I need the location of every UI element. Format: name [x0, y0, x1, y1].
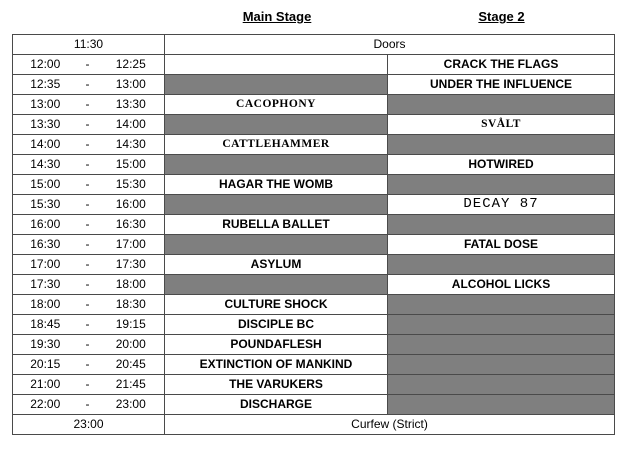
- stage-2-slot: [388, 135, 615, 155]
- main-stage-slot: DISCIPLE BC: [165, 315, 388, 335]
- end-time: 20:00: [98, 335, 165, 355]
- start-time: 18:45: [13, 315, 78, 335]
- time-dash: -: [78, 135, 98, 155]
- start-time: 12:35: [13, 75, 78, 95]
- time-dash: -: [78, 255, 98, 275]
- main-stage-slot: EXTINCTION OF MANKIND: [165, 355, 388, 375]
- start-time: 22:00: [13, 395, 78, 415]
- main-stage-slot: CULTURE SHOCK: [165, 295, 388, 315]
- main-stage-slot: [165, 235, 388, 255]
- schedule-row: [13, 295, 615, 315]
- schedule-row: [13, 135, 615, 155]
- schedule-table: [12, 34, 615, 435]
- stage-2-slot: [388, 255, 615, 275]
- schedule-row: [13, 315, 615, 335]
- schedule-row: [13, 255, 615, 275]
- end-time: 18:00: [98, 275, 165, 295]
- schedule-row: [13, 335, 615, 355]
- start-time: 14:00: [13, 135, 78, 155]
- stage-2-slot: SVÅLT: [388, 115, 615, 135]
- doors-time: 11:30: [13, 35, 165, 55]
- schedule-row: [13, 395, 615, 415]
- schedule-row: [13, 215, 615, 235]
- start-time: 20:15: [13, 355, 78, 375]
- stage-2-slot: [388, 295, 615, 315]
- curfew-time: 23:00: [13, 415, 165, 435]
- stage-2-slot: [388, 355, 615, 375]
- main-stage-slot: HAGAR THE WOMB: [165, 175, 388, 195]
- schedule-row: [13, 155, 615, 175]
- end-time: 23:00: [98, 395, 165, 415]
- time-dash: -: [78, 75, 98, 95]
- stage-2-slot: [388, 215, 615, 235]
- main-stage-slot: DISCHARGE: [165, 395, 388, 415]
- stage-2-slot: UNDER THE INFLUENCE: [388, 75, 615, 95]
- schedule-row: [13, 95, 615, 115]
- schedule-row: [13, 55, 615, 75]
- start-time: 21:00: [13, 375, 78, 395]
- schedule-row: [13, 375, 615, 395]
- end-time: 16:30: [98, 215, 165, 235]
- main-stage-slot: [165, 155, 388, 175]
- end-time: 17:30: [98, 255, 165, 275]
- end-time: 12:25: [98, 55, 165, 75]
- start-time: 17:00: [13, 255, 78, 275]
- start-time: 15:00: [13, 175, 78, 195]
- time-dash: -: [78, 275, 98, 295]
- start-time: 17:30: [13, 275, 78, 295]
- curfew-label: Curfew (Strict): [165, 415, 615, 435]
- end-time: 17:00: [98, 235, 165, 255]
- stage-2-slot: [388, 375, 615, 395]
- main-stage-slot: THE VARUKERS: [165, 375, 388, 395]
- stage-2-slot: [388, 175, 615, 195]
- end-time: 14:00: [98, 115, 165, 135]
- start-time: 18:00: [13, 295, 78, 315]
- schedule-row: [13, 115, 615, 135]
- stage-2-slot: DECAY 87: [388, 195, 615, 215]
- stage-2-header: Stage 2: [478, 9, 525, 24]
- stage-2-slot: HOTWIRED: [388, 155, 615, 175]
- time-dash: -: [78, 315, 98, 335]
- main-stage-slot: CATTLEHAMMER: [165, 135, 388, 155]
- time-dash: -: [78, 395, 98, 415]
- start-time: 15:30: [13, 195, 78, 215]
- end-time: 20:45: [98, 355, 165, 375]
- main-stage-header: Main Stage: [242, 9, 312, 24]
- time-dash: -: [78, 115, 98, 135]
- main-stage-slot: CACOPHONY: [165, 95, 388, 115]
- schedule-row: [13, 75, 615, 95]
- end-time: 18:30: [98, 295, 165, 315]
- start-time: 19:30: [13, 335, 78, 355]
- main-stage-slot: ASYLUM: [165, 255, 388, 275]
- start-time: 13:00: [13, 95, 78, 115]
- main-stage-slot: RUBELLA BALLET: [165, 215, 388, 235]
- stage-2-slot: [388, 315, 615, 335]
- end-time: 15:00: [98, 155, 165, 175]
- start-time: 16:30: [13, 235, 78, 255]
- start-time: 12:00: [13, 55, 78, 75]
- doors-row: [13, 35, 615, 55]
- time-dash: -: [78, 335, 98, 355]
- curfew-row: [13, 415, 615, 435]
- time-dash: -: [78, 375, 98, 395]
- time-dash: -: [78, 155, 98, 175]
- schedule-row: [13, 235, 615, 255]
- stage-2-slot: [388, 95, 615, 115]
- stage-2-slot: [388, 335, 615, 355]
- time-dash: -: [78, 215, 98, 235]
- end-time: 21:45: [98, 375, 165, 395]
- main-stage-slot: [165, 195, 388, 215]
- start-time: 14:30: [13, 155, 78, 175]
- time-dash: -: [78, 175, 98, 195]
- stage-2-slot: [388, 395, 615, 415]
- time-dash: -: [78, 295, 98, 315]
- stage-2-slot: ALCOHOL LICKS: [388, 275, 615, 295]
- time-dash: -: [78, 55, 98, 75]
- schedule-row: [13, 275, 615, 295]
- main-stage-slot: [165, 115, 388, 135]
- time-dash: -: [78, 195, 98, 215]
- time-dash: -: [78, 235, 98, 255]
- start-time: 16:00: [13, 215, 78, 235]
- stage-2-slot: FATAL DOSE: [388, 235, 615, 255]
- end-time: 14:30: [98, 135, 165, 155]
- schedule-row: [13, 195, 615, 215]
- end-time: 19:15: [98, 315, 165, 335]
- end-time: 13:00: [98, 75, 165, 95]
- time-dash: -: [78, 95, 98, 115]
- time-dash: -: [78, 355, 98, 375]
- end-time: 13:30: [98, 95, 165, 115]
- end-time: 15:30: [98, 175, 165, 195]
- main-stage-slot: [165, 75, 388, 95]
- schedule-row: [13, 355, 615, 375]
- doors-label: Doors: [165, 35, 615, 55]
- stage-2-slot: CRACK THE FLAGS: [388, 55, 615, 75]
- start-time: 13:30: [13, 115, 78, 135]
- schedule-row: [13, 175, 615, 195]
- main-stage-slot: [165, 55, 388, 75]
- main-stage-slot: POUNDAFLESH: [165, 335, 388, 355]
- end-time: 16:00: [98, 195, 165, 215]
- main-stage-slot: [165, 275, 388, 295]
